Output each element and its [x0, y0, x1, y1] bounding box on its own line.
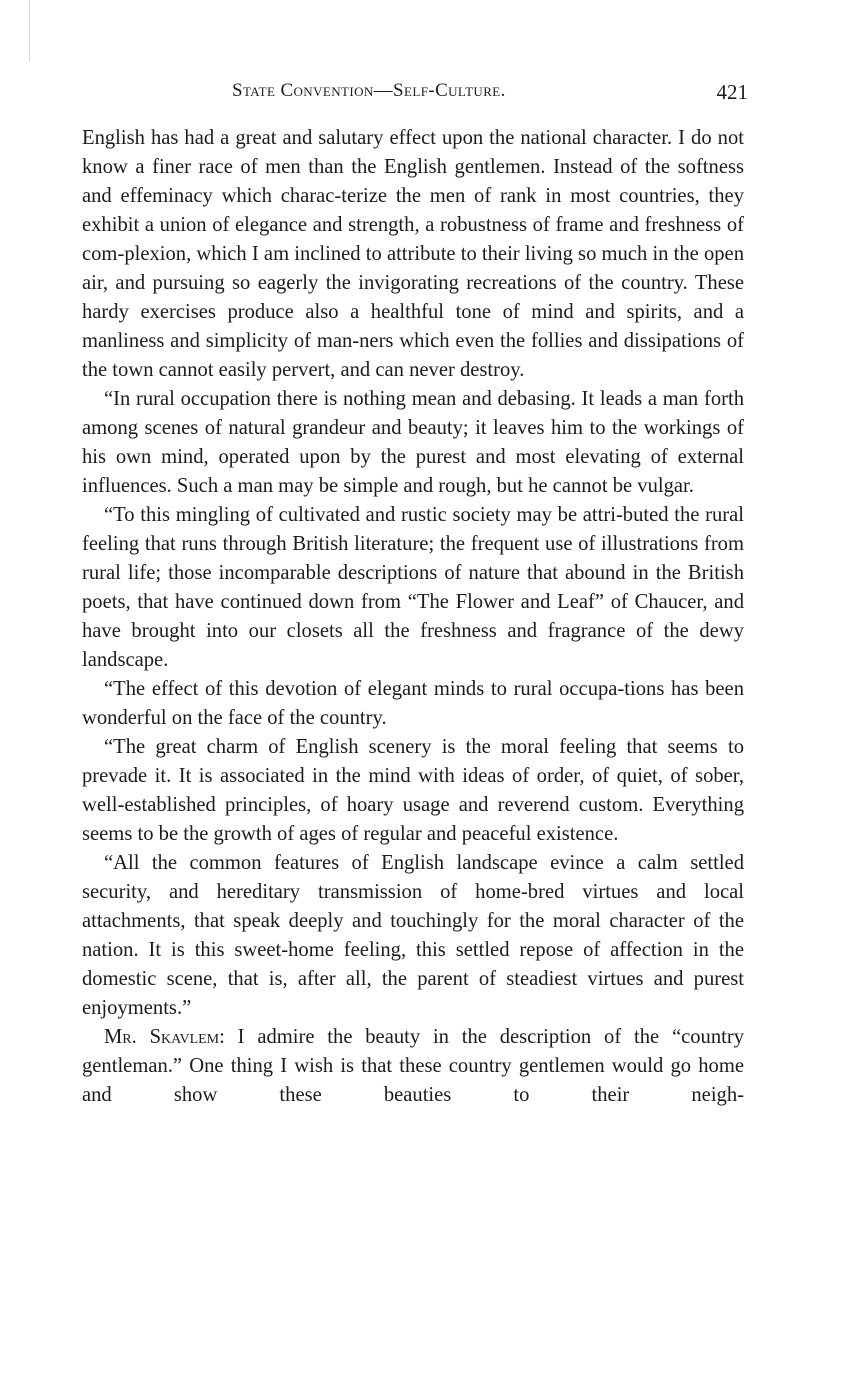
- paragraph-text: I admire the beauty in the description of the “country gentleman.” One thing I wish is that these country gentlemen would go home and show these beauties to their neigh-: [82, 1026, 744, 1106]
- page-header: [84, 80, 748, 110]
- paragraph: “In rural occupation there is nothing mean and debasing. It leads a man forth among scenes of natural grandeur and beauty; it leaves him to the workings of his own mind, operated upon by the purest and most elevating of external influences. Such a man may be simple and rough, but he cannot be vulgar.: [82, 388, 744, 497]
- page-body: [82, 124, 744, 1110]
- paragraph: “To this mingling of cultivated and rustic society may be attri-buted the rural feeling that runs through British literature; the frequent use of illustrations from rural life; those incomparable descriptions of nature that abound in the British poets, that have continued down from “The Flower and Leaf” of Chaucer, and have brought into our closets all the freshness and fragrance of the dewy landscape.: [82, 504, 744, 671]
- paragraph: English has had a great and salutary effect upon the national character. I do not know a finer race of men than the English gentlemen. Instead of the softness and effeminacy which charac-terize the men of rank in most countries, they exhibit a union of elegance and strength, a robustness of frame and freshness of com-plexion, which I am inclined to attribute to their living so much in the open air, and pursuing so eagerly the invigorating recreations of the country. These hardy exercises produce also a healthful tone of mind and spirits, and a manliness and simplicity of man-ners which even the follies and dissipations of the town cannot easily pervert, and can never destroy.: [82, 127, 744, 381]
- paragraph: “All the common features of English landscape evince a calm settled security, and hereditary transmission of home-bred virtues and local attachments, that speak deeply and touchingly for the moral character of the nation. It is this sweet-home feeling, this settled repose of affection in the domestic scene, that is, after all, the parent of steadiest virtues and purest enjoyments.”: [82, 852, 744, 1019]
- paragraph: “The effect of this devotion of elegant minds to rural occupa-tions has been wonderful on the face of the country.: [82, 678, 744, 729]
- page-number: 421: [716, 80, 748, 104]
- speaker-name: Mr. Skavlem:: [104, 1026, 225, 1048]
- running-head: State Convention—Self-Culture.: [232, 80, 506, 101]
- paragraph: [82, 1023, 744, 1110]
- page-edge-mark: [29, 0, 30, 62]
- paragraph: “The great charm of English scenery is the moral feeling that seems to prevade it. It is associated in the mind with ideas of order, of quiet, of sober, well-established principles, of hoary usage and reverend custom. Everything seems to be the growth of ages of regular and peaceful existence.: [82, 736, 744, 845]
